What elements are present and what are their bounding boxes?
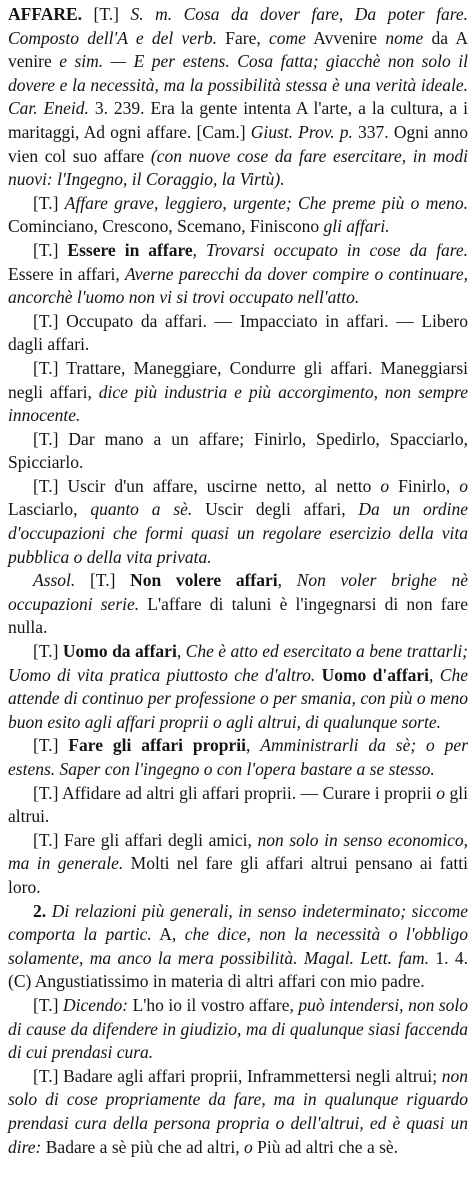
roman-text: Avvenire — [305, 27, 386, 48]
roman-text: Molti nel fare gli affari altrui pensano ai fatti loro. — [8, 853, 468, 897]
italic-text: come — [269, 27, 306, 48]
roman-text: Cominciano, Crescono, Scemano, Finiscono — [8, 216, 324, 237]
entry-paragraph — [8, 310, 468, 357]
roman-text: 3. 239. Era la gente intenta A l'arte, a la cultura, a i maritaggi, Ad ogni affare. [Cam.] — [8, 98, 468, 142]
italic-text: quanto a sè. — [90, 499, 193, 520]
bold-text: Non volere affari — [130, 570, 278, 591]
italic-text: che dice, non la necessità o l'obbligo solamente, ma anco la mera possibilità. Magal. Lett. fam. — [8, 924, 468, 968]
italic-text: (con nuove cose da fare esercitare, in modi nuovi: l'Ingegno, il Coraggio, la Virtù). — [8, 145, 468, 190]
roman-text: [T.] Affidare ad altri gli affari proprii. — Curare i proprii — [33, 782, 437, 803]
roman-text: Badare a sè più che ad altri, — [41, 1136, 244, 1157]
roman-text: [T.] Badare agli affari proprii, Inframmettersi negli altrui; — [33, 1065, 442, 1086]
roman-text: L'affare di taluni è l'ingegnarsi di non fare nulla. — [8, 593, 468, 638]
roman-text: Essere in affari, — [8, 263, 125, 284]
roman-text: [T.] Occupato da affari. — Impacciato in affari. — Libero dagli affari. — [8, 310, 468, 355]
entry-paragraph — [8, 829, 468, 900]
roman-text: [T.] — [33, 192, 65, 213]
italic-text: Affare grave, leggiero, urgente; Che preme più o meno. — [64, 192, 468, 213]
roman-text: da A venire — [8, 27, 468, 72]
italic-text: Dicendo: — [62, 994, 129, 1015]
italic-text: Giust. Prov. p. — [250, 121, 353, 142]
roman-text: , — [246, 735, 261, 756]
bold-text: Uomo da affari — [62, 641, 177, 662]
entry-paragraph — [8, 1065, 468, 1159]
italic-text: o — [459, 475, 468, 496]
roman-text: [T.] — [75, 570, 131, 591]
italic-text: o — [380, 475, 390, 496]
roman-text: 1. 4. (C) Angustiatissimo in materia di altri affari con mio padre. — [8, 947, 468, 992]
roman-text: 337. Ogni anno vien col suo affare — [8, 121, 468, 166]
italic-text: o — [436, 782, 446, 803]
roman-text: [T.] — [82, 4, 131, 24]
dictionary-entry-affare — [8, 3, 468, 1159]
roman-text: Più ad altri che a sè. — [252, 1136, 399, 1157]
roman-text: [T.] Trattare, Maneggiare, Condurre gli affari. Maneggiarsi negli affari, — [8, 357, 468, 402]
entry-paragraph — [8, 640, 468, 734]
roman-text: A, — [151, 924, 185, 945]
roman-text: [T.] Fare gli affari degli amici, — [33, 829, 258, 850]
bold-text: Essere in affare — [67, 239, 193, 260]
roman-text: Finirlo, — [389, 475, 460, 496]
entry-paragraph — [8, 428, 468, 475]
italic-text: Di relazioni più generali, in senso indeterminato; siccome comporta la partic. — [8, 900, 468, 945]
italic-text: non solo in senso economico, ma in generale. — [8, 829, 468, 874]
entry-paragraph — [8, 900, 468, 994]
roman-text: , — [176, 641, 186, 662]
italic-text: Averne parecchi da dover compire o continuare, ancorchè l'uomo non vi si trovi occupato nell'atto. — [8, 263, 468, 308]
roman-text: Lasciarlo, — [8, 499, 91, 520]
italic-text: Che attende di continuo per professione o per smania, con più o meno buon esito agli affari proprii o agli altrui, di qualunque sorte. — [8, 664, 468, 732]
italic-text: o — [244, 1136, 253, 1157]
italic-text: Trovarsi occupato in cose da fare. — [206, 239, 468, 260]
bold-text: AFFARE. — [8, 4, 83, 24]
roman-text: [T.] — [33, 735, 69, 756]
italic-text: nome — [385, 27, 424, 48]
entry-paragraph — [8, 239, 468, 310]
roman-text: , — [192, 239, 207, 260]
roman-text: [T.] — [33, 994, 63, 1015]
italic-text: e sim. — E per estens. Cosa fatta; giacchè non solo il dovere e la necessità, ma la possibilità stessa è una verità ideale. Car. Eneid. — [8, 51, 468, 119]
roman-text: gli altrui. — [8, 782, 468, 827]
roman-text: [T.] Dar mano a un affare; Finirlo, Spedirlo, Spacciarlo, Spicciarlo. — [8, 428, 468, 473]
bold-text: Uomo d'affari — [321, 664, 430, 685]
italic-text: gli affari. — [323, 216, 390, 237]
entry-paragraph — [8, 569, 468, 640]
roman-text: [T.] — [33, 239, 68, 260]
roman-text: L'ho io il vostro affare, — [128, 994, 299, 1015]
entry-paragraph — [8, 192, 468, 239]
italic-text: S. m. Cosa da dover fare, Da poter fare. Composto dell'A e del verb. — [8, 4, 469, 48]
italic-text: Non voler brighe nè occupazioni serie. — [8, 570, 469, 614]
entry-paragraph — [8, 475, 468, 569]
roman-text: Fare, — [217, 27, 270, 48]
entry-paragraph — [8, 782, 468, 829]
italic-text: Che è atto ed esercitato a bene trattarli; Uomo di vita pratica piuttosto che d'altro. — [8, 641, 469, 685]
bold-text: 2. — [33, 900, 47, 921]
bold-text: Fare gli affari proprii — [68, 735, 247, 756]
roman-text: [T.] — [33, 641, 63, 662]
italic-text: può intendersi, non solo di cause da difendere in giudizio, ma di qualunque siasi faccenda di cui prendasi cura. — [8, 994, 468, 1063]
roman-text: [T.] Uscir d'un affare, uscirne netto, al netto — [33, 475, 381, 496]
italic-text: Assol. — [33, 570, 76, 591]
italic-text: Da un ordine d'occupazioni che formi quasi un regolare esercizio della vita pubblica o della vita privata. — [8, 499, 468, 567]
roman-text: , — [277, 570, 297, 591]
italic-text: Amministrarli da sè; o per estens. Saper con l'ingegno o con l'opera bastare a se stesso. — [8, 735, 469, 779]
roman-text: Uscir degli affari, — [192, 499, 359, 520]
entry-paragraph — [8, 994, 468, 1065]
entry-headword-paragraph — [8, 3, 468, 192]
roman-text: , — [429, 664, 440, 685]
entry-paragraph — [8, 357, 468, 428]
italic-text: dice più industria e più accorgimento, non sempre innocente. — [8, 381, 468, 426]
entry-paragraph — [8, 734, 468, 781]
italic-text: non solo di cose propriamente da fare, ma in qualunque riguardo prendasi cura della persona propria o dell'altrui, ed è quasi un dire: — [8, 1065, 468, 1157]
